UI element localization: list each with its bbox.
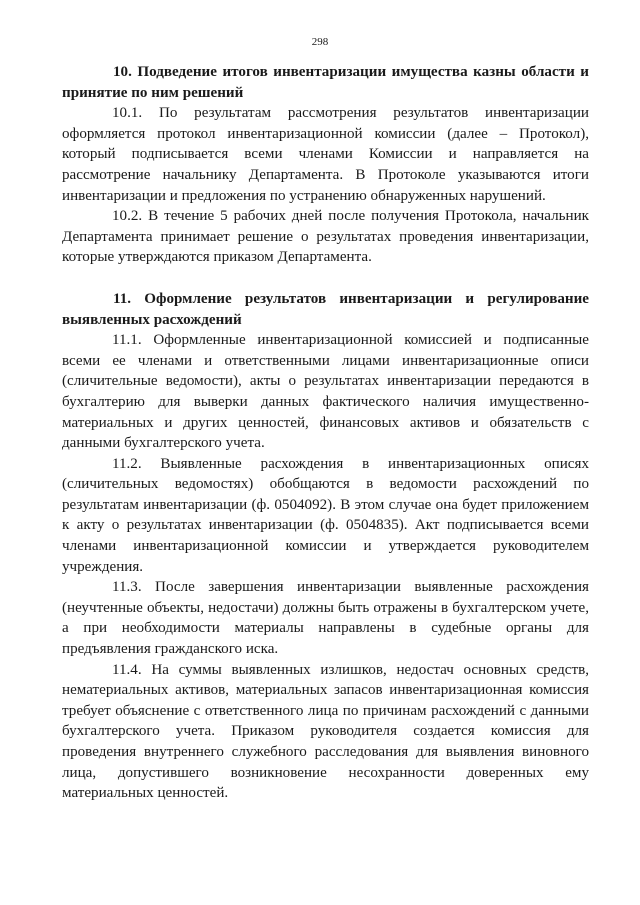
paragraph-11-4: 11.4. На суммы выявленных излишков, недостач основных средств, нематериальных активов, материальных запасов инвентаризационная комиссия требует объяснение с ответственного лица по причинам расхождений с данными бухгалтерского учета. Приказом руководителя создается комиссия для проведения внутреннего служебного расследования для выявления виновного лица, допустившего возникновение несохранности доверенных ему материальных ценностей.	[62, 661, 589, 802]
section-heading: 10. Подведение итогов инвентаризации имущества казны области и принятие по ним решений	[62, 64, 589, 101]
page-number: 298	[311, 36, 329, 48]
paragraph-11-3: 11.3. После завершения инвентаризации выявленные расхождения (неучтенные объекты, недостачи) должны быть отражены в бухгалтерском учете, а при необходимости материалы направлены в судебные органы для предъявления гражданского иска.	[62, 579, 589, 658]
document-body	[62, 62, 589, 804]
paragraph-11-2: 11.2. Выявленные расхождения в инвентаризационных описях (сличительных ведомостях) обобщаются в ведомости расхождений по результатам инвентаризации (ф. 0504092). В этом случае она будет приложением к акту о результатах инвентаризации (ф. 0504835). Акт подписывается всеми членами инвентаризационной комиссии и утверждается руководителем учреждения.	[62, 455, 589, 575]
section-heading: 11. Оформление результатов инвентаризации и регулирование выявленных расхождений	[62, 290, 589, 328]
paragraph-11-1: 11.1. Оформленные инвентаризационной комиссией и подписанные всеми ее членами и ответственными лицами инвентаризационные описи (сличительные ведомости), акты о результатах инвентаризации передаются в бухгалтерию для выверки данных фактического наличия имущественно-материальных и других ценностей, финансовых активов и обязательств с данными бухгалтерского учета.	[62, 332, 589, 452]
paragraph-10-2: 10.2. В течение 5 рабочих дней после получения Протокола, начальник Департамента принимает решение о результатах проведения инвентаризации, которые утверждаются приказом Департамента.	[62, 208, 589, 266]
section-10	[62, 62, 589, 268]
paragraph-10-1: 10.1. По результатам рассмотрения результатов инвентаризации оформляется протокол инвентаризационной комиссии (далее – Протокол), который подписывается всеми членами Комиссии и направляется на рассмотрение начальнику Департамента. В Протоколе указываются итоги инвентаризации и предложения по устранению обнаруженных нарушений.	[62, 105, 589, 204]
section-11	[62, 289, 589, 804]
